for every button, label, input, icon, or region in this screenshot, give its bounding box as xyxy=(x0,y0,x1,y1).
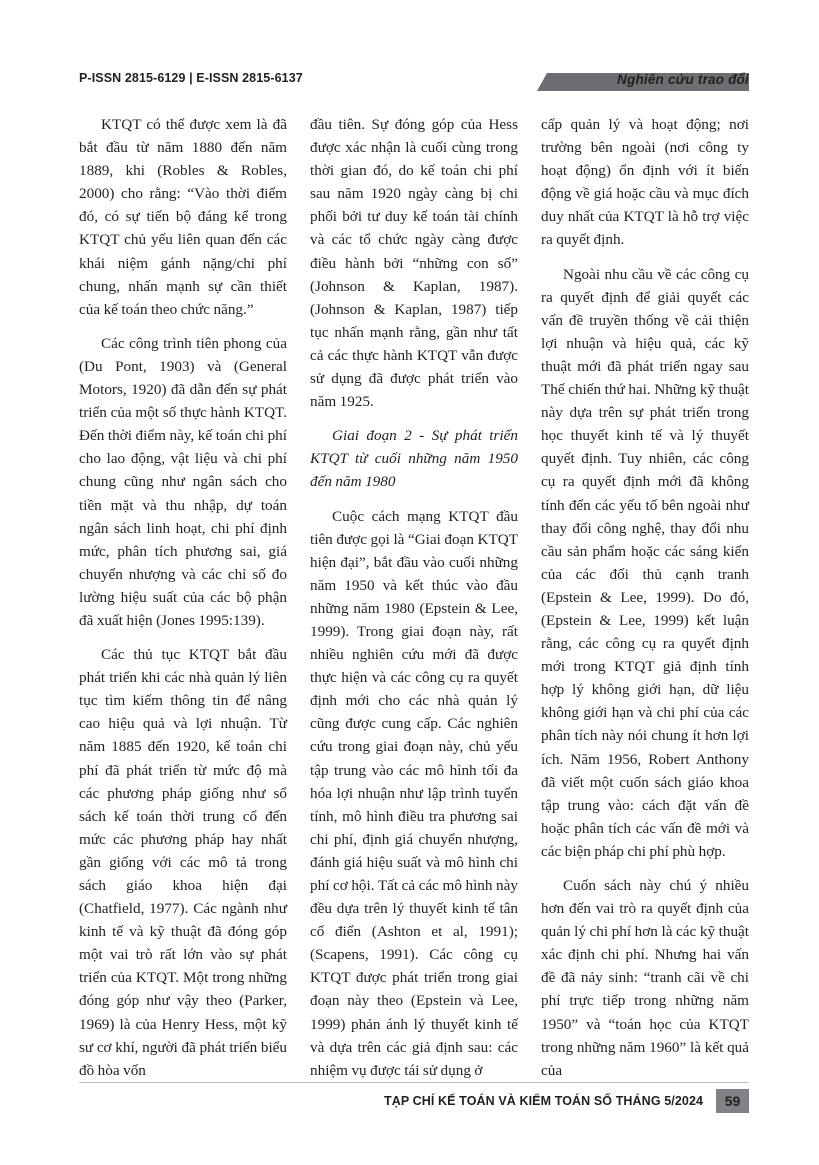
paragraph: Cuốn sách này chú ý nhiều hơn đến vai trò ra quyết định của quản lý chi phí hơn là các kỹ thuật xác định chi phí. Nhưng hai vấn đề đã nảy sinh: “tranh cãi về chi phí trực tiếp trong những năm 1950” và “toán học của KTQT trong những năm 1960” là kết quả của xyxy=(541,877,749,1079)
text-column-3 xyxy=(541,113,749,1093)
page-number: 59 xyxy=(716,1089,749,1113)
section-title: Nghiên cứu trao đổi xyxy=(617,72,749,87)
journal-title: TẠP CHÍ KẾ TOÁN VÀ KIỂM TOÁN SỐ THÁNG 5/2024 xyxy=(384,1094,704,1108)
paragraph: Ngoài nhu cầu về các công cụ ra quyết định để giải quyết các vấn đề truyền thống về cải thiện lợi nhuận và hiệu quả, các kỹ thuật mới đã phát triển ngay sau Thế chiến thứ hai. Những kỹ thuật này dựa trên sự phát triển trong học thuyết kinh tế và lý thuyết quyết định. Tuy nhiên, các công cụ ra quyết định mới đã không tính đến các yếu tố bên ngoài như thay đổi công nghệ, thay đổi nhu cầu sản phẩm hoặc các sáng kiến của các đối thủ cạnh tranh (Epstein & Lee, 1999). Do đó, (Epstein & Lee, 1999) kết luận rằng, các công cụ ra quyết định mới trong KTQT giả định tính hợp lý không giới hạn, dữ liệu không giới hạn và chi phí của các phân tích này nói chung ít hơn lợi ích. Năm 1956, Robert Anthony đã viết một cuốn sách giáo khoa tập trung vào: cách đặt vấn đề hoặc phân tích các vấn đề mới và các biện pháp chi phí phù hợp. xyxy=(541,265,749,860)
paragraph: KTQT có thể được xem là đã bắt đầu từ năm 1880 đến năm 1889, khi (Robles & Robles, 2000) cho rằng: “Vào thời điểm đó, có sự tiến bộ đáng kể trong KTQT chủ yếu liên quan đến các khái niệm gánh nặng/chi phí chung, nhấn mạnh sự cần thiết của kế toán theo chức năng.” xyxy=(79,116,287,318)
text-column-1 xyxy=(79,113,287,1093)
paragraph: cấp quản lý và hoạt động; nơi trường bên ngoài (nơi công ty hoạt động) ổn định với ít biến động về giá hoặc cầu và mục đích duy nhất của KTQT là hỗ trợ việc ra quyết định. xyxy=(541,116,749,249)
paragraph: Các thủ tục KTQT bắt đầu phát triển khi các nhà quản lý liên tục tìm kiếm thông tin để nâng cao hiệu quả và lợi nhuận. Từ năm 1885 đến 1920, kế toán chi phí đã phát triển từ mức độ mà các phương pháp giống như sổ sách kế toán thời trung cổ đến mức các phương pháp hay nhất gần giống với các mô tả trong sách giáo khoa hiện đại (Chatfield, 1977). Các ngành như kinh tế và kỹ thuật đã đóng góp một vai trò rất lớn vào sự phát triển của KTQT. Một trong những đóng góp như vậy theo (Parker, 1969) là của Henry Hess, một kỹ sư cơ khí, người đã phát triển biểu đồ hòa vốn xyxy=(79,646,287,1079)
issn-header: P-ISSN 2815-6129 | E-ISSN 2815-6137 xyxy=(79,71,303,85)
paragraph: đầu tiên. Sự đóng góp của Hess được xác nhận là cuối cùng trong thời gian đó, do kế toán chi phí sau năm 1920 ngày càng bị chi phối bởi tư duy kế toán tài chính và các tổ chức ngày càng được điều hành bởi “những con số” (Johnson & Kaplan, 1987). (Johnson & Kaplan, 1987) tiếp tục nhấn mạnh rằng, gần như tất cả các thực hành KTQT vẫn được sử dụng đã được phát triển vào năm 1925. xyxy=(310,116,518,411)
paragraph: Các công trình tiên phong của (Du Pont, 1903) và (General Motors, 1920) đã dẫn đến sự phát triển của một số thực hành KTQT. Đến thời điểm này, kế toán chi phí cho lao động, vật liệu và chi phí chung cũng như ngân sách cho tiền mặt và thu nhập, dự toán ngân sách linh hoạt, chi phí định mức, phân tích phương sai, giá chuyển nhượng và các chỉ số đo lường hiệu suất của các bộ phận đã xuất hiện (Jones 1995:139). xyxy=(79,334,287,629)
subheading: Giai đoạn 2 - Sự phát triển KTQT từ cuối những năm 1950 đến năm 1980 xyxy=(310,427,518,491)
text-column-2 xyxy=(310,113,518,1093)
footer-divider xyxy=(79,1082,749,1083)
paragraph: Cuộc cách mạng KTQT đầu tiên được gọi là “Giai đoạn KTQT hiện đại”, bắt đầu vào cuối những năm 1950 và kết thúc vào đầu những năm 1980 (Epstein & Lee, 1999). Trong giai đoạn này, rất nhiều nghiên cứu mới đã được thực hiện và các công cụ ra quyết định mới cho các nhà quản lý cũng được cung cấp. Các nghiên cứu trong giai đoạn này, chủ yếu tập trung vào các mô hình tối đa hóa lợi nhuận như lập trình tuyến tính, mô hình điều tra phương sai chi phí, định giá chuyển nhượng, đánh giá hiệu suất và mô hình chi phí cơ hội. Tất cả các mô hình này đều dựa trên lý thuyết kinh tế tân cổ điển (Ashton et al, 1991); (Scapens, 1991). Các công cụ KTQT được phát triển trong giai đoạn này theo (Epstein và Lee, 1999) phản ánh lý thuyết kinh tế và dựa trên các giả định sau: các nhiệm vụ được tái sử dụng ở xyxy=(310,507,518,1079)
